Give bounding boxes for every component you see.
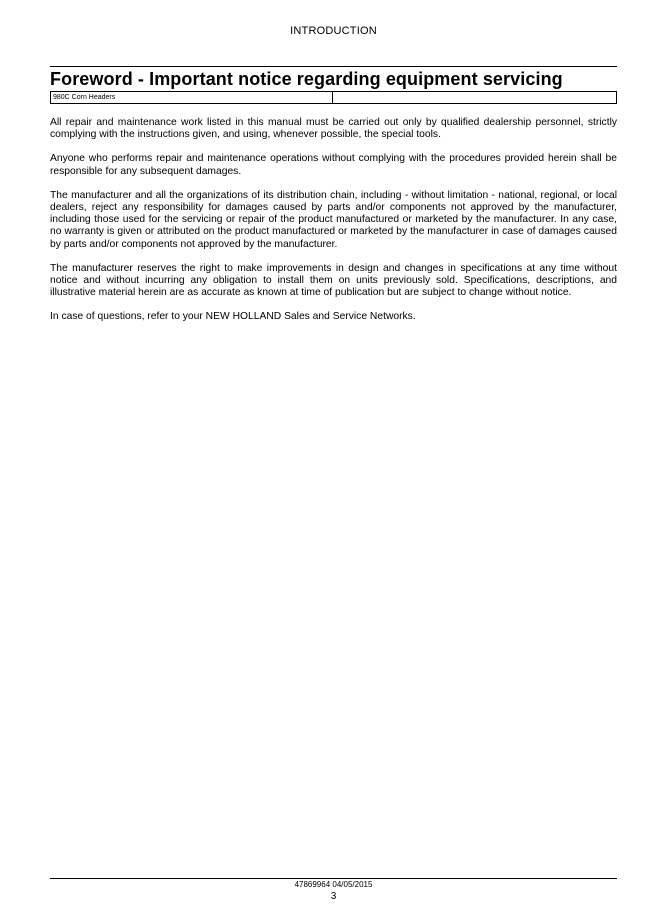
paragraph-improvements: The manufacturer reserves the right to make improvements in design and changes in specifications at any time without notice and without incurring any obligation to install them on units previously sold. Specifications, descriptions, and illustrative material herein are as accurate as known at time of publication but are subject to change without notice. — [50, 262, 617, 299]
page-header-section: INTRODUCTION — [290, 25, 377, 37]
paragraph-responsibility: Anyone who performs repair and maintenance operations without complying with the procedures provided herein shall be responsible for any subsequent damages. — [50, 153, 617, 177]
page-number: 3 — [330, 891, 337, 902]
page-title: Foreword - Important notice regarding equipment servicing — [50, 69, 563, 89]
title-block — [50, 66, 617, 104]
footer-divider — [50, 878, 617, 879]
body-text — [50, 117, 617, 336]
model-cell: 980C Corn Headers — [51, 92, 333, 103]
model-table — [50, 91, 617, 104]
footer-reference: 47869964 04/05/2015 — [294, 880, 373, 889]
paragraph-manufacturer-liability: The manufacturer and all the organizations of its distribution chain, including - without limitation - national, regional, or local dealers, reject any responsibility for damages caused by parts and/or components not approved by the manufacturer, including those used for the servicing or repair of the product manufactured or marketed by the manufacturer. In any case, no warranty is given or attributed on the product manufactured or marketed by the manufacturer in case of damages caused by parts and/or components not approved by the manufacturer. — [50, 189, 617, 250]
model-cell-empty — [333, 92, 616, 103]
paragraph-qualified-personnel: All repair and maintenance work listed in this manual must be carried out only by qualified dealership personnel, strictly complying with the instructions given, and using, whenever possible, the special tools. — [50, 117, 617, 141]
paragraph-questions: In case of questions, refer to your NEW HOLLAND Sales and Service Networks. — [50, 311, 416, 323]
